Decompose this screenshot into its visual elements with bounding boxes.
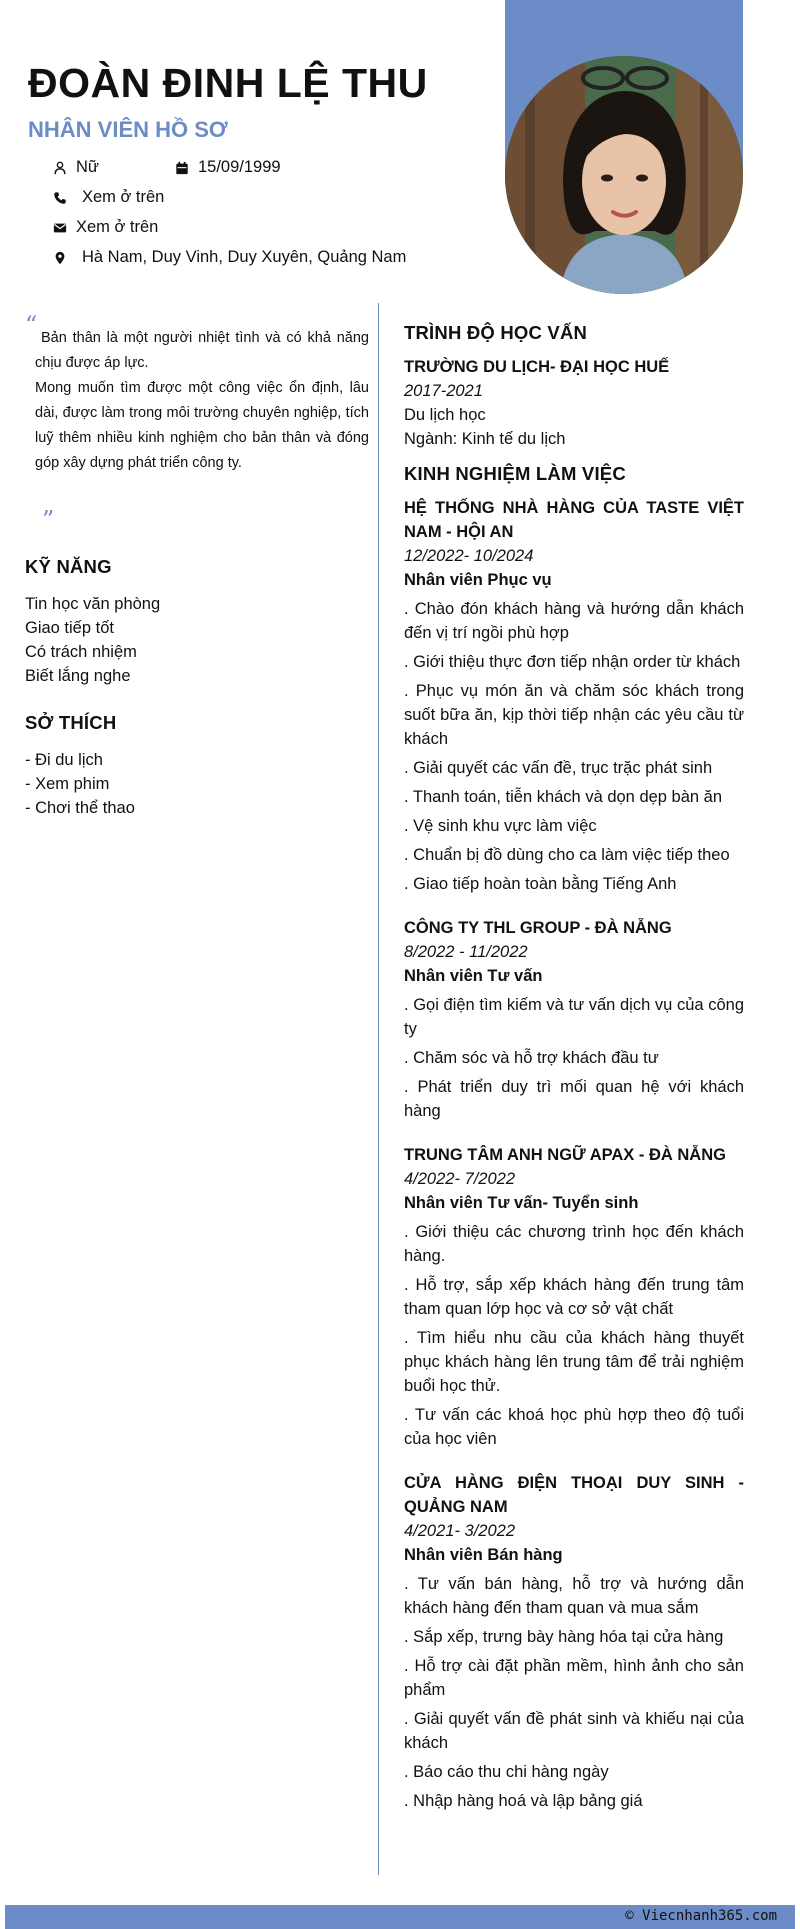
column-divider [378, 303, 379, 1875]
address-value: Hà Nam, Duy Vinh, Duy Xuyên, Quảng Nam [82, 248, 407, 266]
hobbies-title: SỞ THÍCH [25, 712, 117, 733]
calendar-icon [174, 160, 190, 176]
education-title: TRÌNH ĐỘ HỌC VẤN [404, 322, 588, 343]
job-duty: . Sắp xếp, trưng bày hàng hóa tại cửa hàng [404, 1628, 724, 1646]
job-duty: . Hỗ trợ cài đặt phần mềm, hình ảnh cho sản phẩm [404, 1657, 744, 1699]
list-item: Tin học văn phòng [25, 595, 161, 613]
job-duty: . Phục vụ món ăn và chăm sóc khách trong suốt bữa ăn, kịp thời tiếp nhận các yêu cầu từ khách [404, 682, 744, 748]
phone-icon [52, 190, 68, 206]
job-org: CỬA HÀNG ĐIỆN THOẠI DUY SINH - QUẢNG NAM [404, 1474, 744, 1516]
list-item: Biết lắng nghe [25, 667, 131, 685]
job-duty: . Giới thiệu thực đơn tiếp nhận order từ khách [404, 653, 741, 671]
experience-title: KINH NGHIỆM LÀM VIỆC [404, 463, 626, 484]
address-row [52, 248, 406, 267]
job-period: 4/2022- 7/2022 [404, 1170, 516, 1188]
job-role: Nhân viên Tư vấn- Tuyển sinh [404, 1194, 639, 1212]
phone-row [52, 188, 164, 207]
job-title: NHÂN VIÊN HỒ SƠ [28, 117, 228, 142]
profile-photo [505, 56, 743, 294]
gender-row [52, 158, 99, 177]
list-item: - Chơi thể thao [25, 799, 135, 817]
job-role: Nhân viên Tư vấn [404, 967, 543, 985]
job-duty: . Tư vấn bán hàng, hỗ trợ và hướng dẫn khách hàng đến tham quan và mua sắm [404, 1575, 744, 1617]
list-item: - Đi du lịch [25, 751, 103, 769]
career-summary [35, 326, 369, 476]
gender-value: Nữ [76, 158, 99, 176]
job-duty: . Chào đón khách hàng và hướng dẫn khách đến vị trí ngồi phù hợp [404, 600, 744, 642]
job-duty: . Phát triển duy trì mối quan hệ với khách hàng [404, 1078, 744, 1120]
skills-list [25, 592, 160, 688]
skills-title: KỸ NĂNG [25, 556, 112, 577]
dob-value: 15/09/1999 [198, 158, 281, 176]
education-period: 2017-2021 [404, 382, 483, 400]
job-entry [404, 1471, 744, 1813]
job-entry [404, 1143, 744, 1451]
education-entry [404, 355, 744, 451]
job-duty: . Gọi điện tìm kiếm và tư vấn dịch vụ của công ty [404, 996, 744, 1038]
list-item: Có trách nhiệm [25, 643, 137, 661]
hobbies-list [25, 748, 135, 820]
quote-open-icon: “ [25, 311, 38, 339]
job-period: 8/2022 - 11/2022 [404, 943, 528, 961]
job-duty: . Giải quyết vấn đề phát sinh và khiếu nại của khách [404, 1710, 744, 1752]
user-icon [52, 160, 68, 176]
list-item: - Xem phim [25, 775, 110, 793]
list-item: Giao tiếp tốt [25, 619, 114, 637]
job-org: CÔNG TY THL GROUP - ĐÀ NẴNG [404, 919, 672, 937]
job-duty: . Chuẩn bị đồ dùng cho ca làm việc tiếp theo [404, 846, 730, 864]
footer-credit: © Viecnhanh365.com [625, 1908, 777, 1924]
job-org: HỆ THỐNG NHÀ HÀNG CỦA TASTE VIỆT NAM - HỘI AN [404, 499, 744, 541]
job-duty: . Giới thiệu các chương trình học đến khách hàng. [404, 1223, 744, 1265]
job-duty: . Tư vấn các khoá học phù hợp theo độ tuổi của học viên [404, 1406, 744, 1448]
job-role: Nhân viên Phục vụ [404, 571, 552, 589]
job-duty: . Báo cáo thu chi hàng ngày [404, 1763, 609, 1781]
job-duty: . Chăm sóc và hỗ trợ khách đầu tư [404, 1049, 659, 1067]
job-period: 4/2021- 3/2022 [404, 1522, 516, 1540]
hobbies-section [25, 712, 135, 820]
job-entry [404, 916, 744, 1123]
experience-section [404, 463, 744, 1813]
job-org: TRUNG TÂM ANH NGỮ APAX - ĐÀ NẴNG [404, 1146, 726, 1164]
job-duty: . Hỗ trợ, sắp xếp khách hàng đến trung tâm tham quan lớp học và cơ sở vật chất [404, 1276, 744, 1318]
education-major: Ngành: Kinh tế du lịch [404, 430, 566, 448]
summary-line-1: Bản thân là một người nhiệt tình và có khả năng chịu được áp lực. [35, 330, 369, 371]
skills-section [25, 556, 160, 688]
job-duty: . Nhập hàng hoá và lập bảng giá [404, 1792, 643, 1810]
education-section [404, 322, 744, 451]
map-pin-icon [52, 250, 68, 266]
job-role: Nhân viên Bán hàng [404, 1546, 563, 1564]
email-row [52, 218, 158, 237]
job-duty: . Tìm hiểu nhu cầu của khách hàng thuyết phục khách hàng lên trung tâm để trải nghiệm buổi học thử. [404, 1329, 744, 1395]
job-duty: . Giải quyết các vấn đề, trục trặc phát sinh [404, 759, 713, 777]
quote-close-icon: ” [42, 506, 55, 534]
envelope-icon [52, 220, 68, 236]
phone-value: Xem ở trên [82, 188, 165, 206]
job-entry [404, 496, 744, 896]
candidate-name: ĐOÀN ĐINH LỆ THU [28, 60, 428, 106]
email-value: Xem ở trên [76, 218, 159, 236]
cv-header [0, 0, 800, 300]
summary-line-2: Mong muốn tìm được một công việc ổn định, lâu dài, được làm trong môi trường chuyên nghiệp, tích luỹ thêm nhiều kinh nghiệm cho bản thân và đóng góp xây dựng phát triển công ty. [35, 380, 369, 471]
job-duty: . Thanh toán, tiễn khách và dọn dẹp bàn ăn [404, 788, 723, 806]
job-duty: . Vệ sinh khu vực làm việc [404, 817, 597, 835]
school-name: TRƯỜNG DU LỊCH- ĐẠI HỌC HUẾ [404, 358, 670, 376]
job-period: 12/2022- 10/2024 [404, 547, 534, 565]
education-field: Du lịch học [404, 406, 486, 424]
job-duty: . Giao tiếp hoàn toàn bằng Tiếng Anh [404, 875, 677, 893]
footer-bar [5, 1905, 795, 1929]
right-column [404, 322, 744, 1813]
dob-row [174, 158, 281, 177]
